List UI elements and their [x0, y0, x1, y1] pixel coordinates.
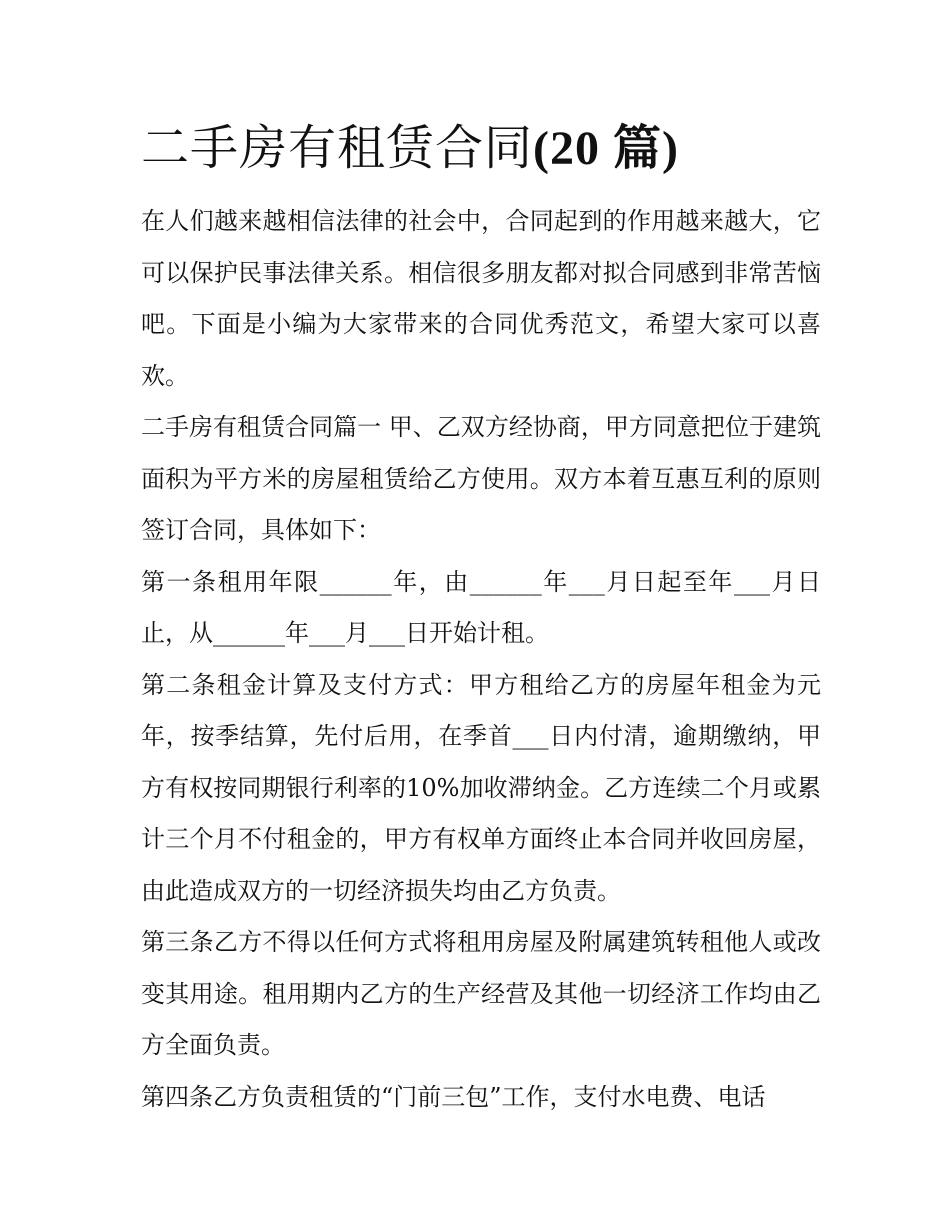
paragraph-article-2: 第二条租金计算及支付方式：甲方租给乙方的房屋年租金为元年，按季结算，先付后用，在季首___日内付清，逾期缴纳，甲方有权按同期银行利率的10%加收滞纳金。乙方连续二个月或累计三个月不付租金的，甲方有权单方面终止本合同并收回房屋，由此造成双方的一切经济损失均由乙方负责。	[141, 670, 821, 905]
paragraph-article-3: 第三条乙方不得以任何方式将租用房屋及附属建筑转租他人或改变其用途。租用期内乙方的生产经营及其他一切经济工作均由乙方全面负责。	[141, 928, 821, 1059]
paragraph-article-1: 第一条租用年限______年，由______年___月日起至年___月日止，从______年___月___日开始计租。	[141, 567, 821, 647]
document-title	[141, 118, 821, 178]
title-text: 二手房有租赁合同	[141, 120, 534, 176]
paragraph-contract-one: 二手房有租赁合同篇一 甲、乙双方经协商，甲方同意把位于建筑面积为平方米的房屋租赁给乙方使用。双方本着互惠互利的原则签订合同，具体如下：	[141, 413, 821, 544]
title-count: (20 篇)	[533, 122, 679, 175]
paragraph-intro: 在人们越来越相信法律的社会中，合同起到的作用越来越大，它可以保护民事法律关系。相信很多朋友都对拟合同感到非常苦恼吧。下面是小编为大家带来的合同优秀范文，希望大家可以喜欢。	[141, 207, 821, 390]
paragraph-article-4: 第四条乙方负责租赁的“门前三包”工作，支付水电费、电话	[141, 1082, 766, 1111]
document-page	[141, 118, 821, 1123]
document-body	[141, 196, 821, 1123]
